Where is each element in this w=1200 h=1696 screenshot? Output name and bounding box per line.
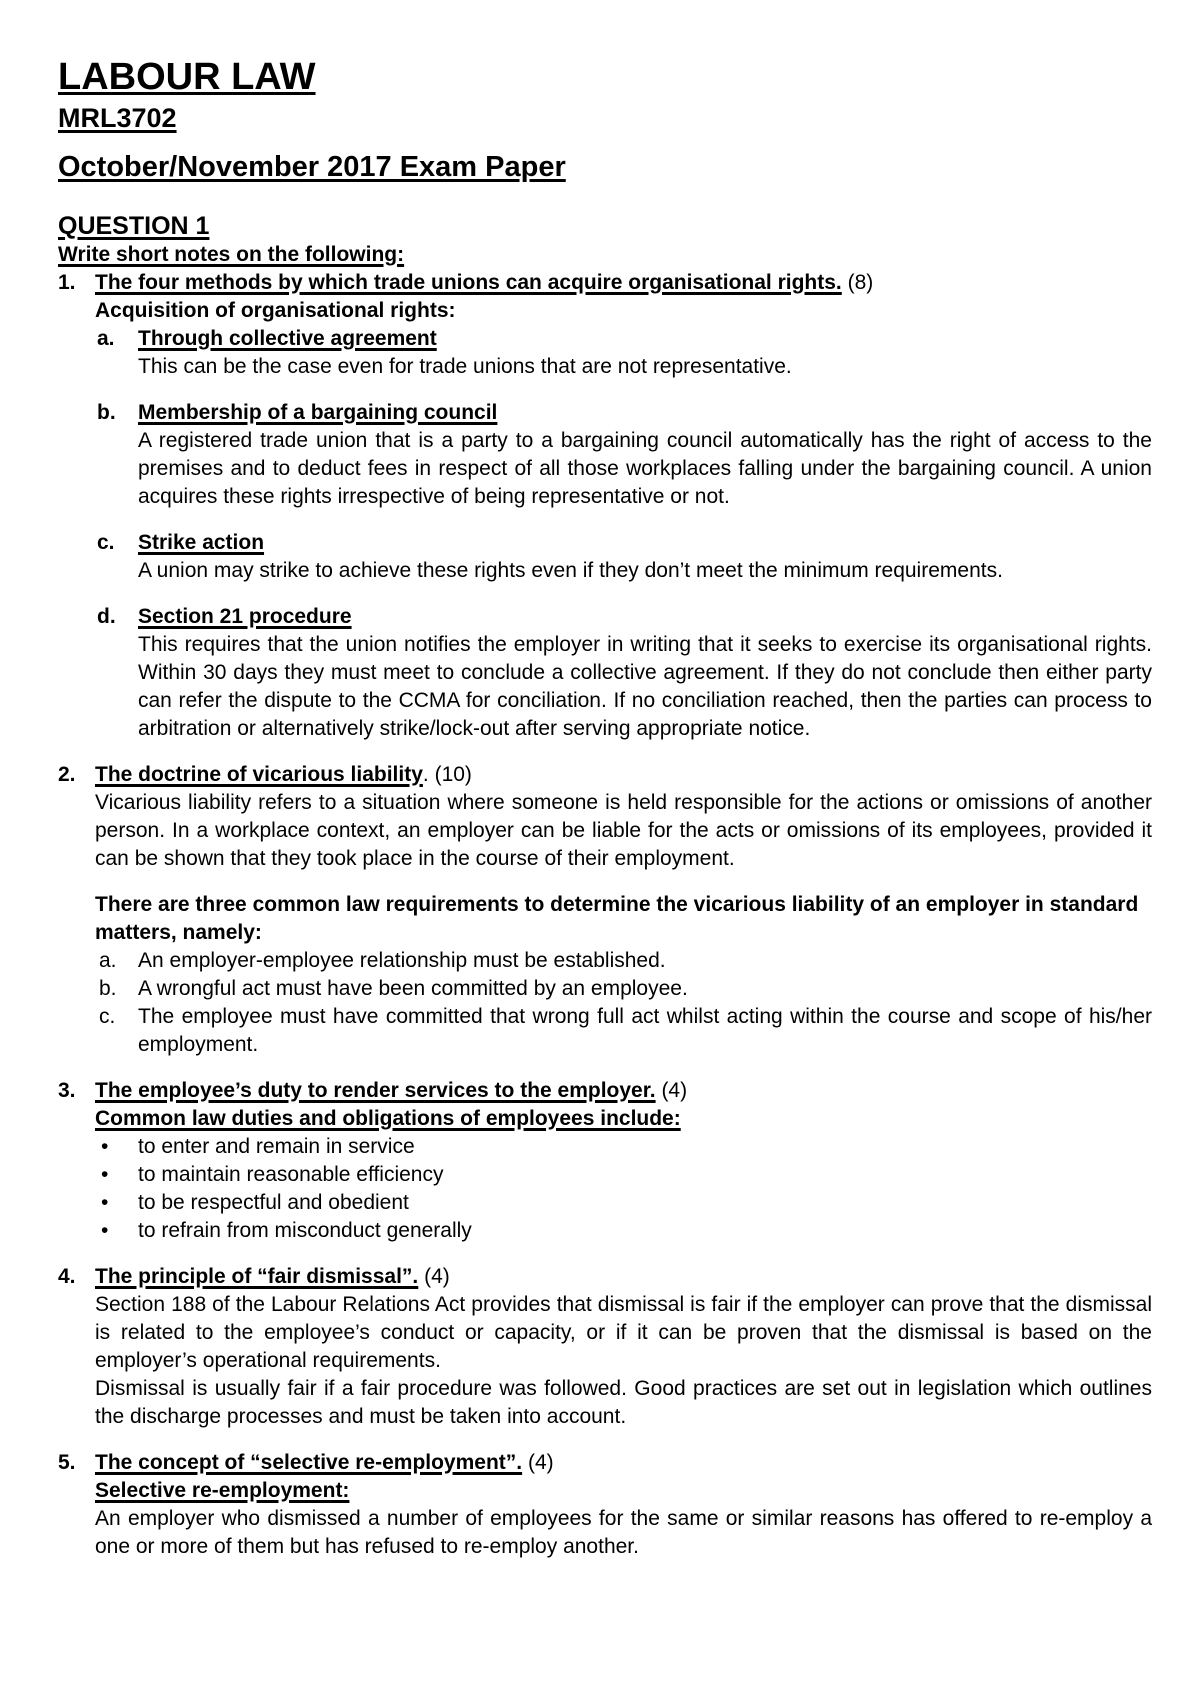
item-number: 2.: [58, 762, 76, 786]
item-4: [58, 1263, 1152, 1431]
item-subheading: Common law duties and obligations of employees include:: [95, 1106, 681, 1130]
sub-content: [138, 399, 1152, 511]
sub-item: [95, 975, 1152, 1003]
item-heading-line: [95, 1077, 1152, 1105]
bullet-item: [95, 1217, 1152, 1245]
item-heading: The concept of “selective re-employment”.: [95, 1450, 523, 1474]
item-1: [58, 269, 1152, 743]
course-code: MRL3702: [58, 102, 177, 133]
sub-text: A union may strike to achieve these rights even if they don’t meet the minimum requirements.: [138, 558, 1003, 582]
item-heading: The four methods by which trade unions can acquire organisational rights.: [95, 270, 842, 294]
item-text: Dismissal is usually fair if a fair procedure was followed. Good practices are set out in legislation which outlines the discharge processes and must be taken into account.: [95, 1376, 1152, 1428]
sub-letter: a.: [97, 326, 115, 350]
sub-title: Through collective agreement: [138, 326, 437, 350]
document-title: LABOUR LAW: [58, 56, 316, 98]
item-heading-line: [95, 1263, 1152, 1291]
sub-text: The employee must have committed that wrong full act whilst acting within the course and scope of his/her employment.: [138, 1004, 1152, 1056]
sub-letter: b.: [99, 976, 117, 1000]
sub-item: [95, 947, 1152, 975]
bullet-item: [95, 1189, 1152, 1217]
sub-text: This requires that the union notifies the employer in writing that it seeks to exercise its organisational rights. Within 30 days they must meet to conclude a collective agreement. If they do not conclude then either party can refer the dispute to the CCMA for conciliation. If no conciliation reached, then the parties can process to arbitration or alternatively strike/lock-out after serving appropriate notice.: [138, 632, 1152, 740]
item-heading-line: [95, 761, 1152, 789]
sub-text: A wrongful act must have been committed by an employee.: [138, 976, 688, 1000]
bullet-text: to be respectful and obedient: [138, 1190, 409, 1214]
instruction: Write short notes on the following:: [58, 242, 405, 266]
item-number: 4.: [58, 1264, 76, 1288]
item-marks: (4): [527, 1450, 554, 1474]
item-text: Vicarious liability refers to a situation where someone is held responsible for the actions or omissions of another person. In a workplace context, an employer can be liable for the acts or omissions of its employees, provided it can be shown that they took place in the course of their employment.: [95, 790, 1152, 870]
sub-content: [138, 325, 1152, 381]
item-heading: The principle of “fair dismissal”.: [95, 1264, 419, 1288]
bullet-icon: •: [101, 1162, 109, 1186]
sub-letter: b.: [97, 400, 116, 424]
sub-title: Section 21 procedure: [138, 604, 352, 628]
bullet-text: to maintain reasonable efficiency: [138, 1162, 444, 1186]
question-body: [58, 241, 1152, 1561]
item-3: [58, 1077, 1152, 1245]
item-number: 5.: [58, 1450, 76, 1474]
sub-content: [138, 603, 1152, 743]
sub-letter: c.: [97, 530, 115, 554]
sub-item: [95, 325, 1152, 381]
item-subheading: Acquisition of organisational rights:: [95, 298, 456, 322]
item-content: [95, 761, 1152, 1059]
item-content: [95, 269, 1152, 743]
question-heading: QUESTION 1: [58, 211, 210, 240]
sub-text: An employer-employee relationship must be established.: [138, 948, 666, 972]
bullet-icon: •: [101, 1190, 109, 1214]
item-number: 3.: [58, 1078, 76, 1102]
item-content: [95, 1263, 1152, 1431]
sub-letter: c.: [99, 1004, 116, 1028]
sub-text: This can be the case even for trade unions that are not representative.: [138, 354, 792, 378]
sub-item: [95, 529, 1152, 585]
item-subheading: Selective re-employment:: [95, 1478, 350, 1502]
item-heading: The employee’s duty to render services to the employer.: [95, 1078, 656, 1102]
bullet-icon: •: [101, 1134, 109, 1158]
item-heading-line: [95, 1449, 1152, 1477]
sub-item: [95, 603, 1152, 743]
sub-text: A registered trade union that is a party to a bargaining council automatically has the right of access to the premises and to deduct fees in respect of all those workplaces falling under the bargaining council. A union acquires these rights irrespective of being representative or not.: [138, 428, 1152, 508]
item-marks: (4): [661, 1078, 688, 1102]
item-marks: . (10): [422, 762, 472, 786]
bullet-text: to enter and remain in service: [138, 1134, 415, 1158]
bullet-item: [95, 1133, 1152, 1161]
bullet-item: [95, 1161, 1152, 1189]
item-content: [95, 1077, 1152, 1245]
exam-title: October/November 2017 Exam Paper: [58, 151, 566, 184]
item-marks: (4): [424, 1264, 450, 1288]
item-5: [58, 1449, 1152, 1561]
item-marks: (8): [847, 270, 874, 294]
sub-title: Strike action: [138, 530, 265, 554]
item-bold-text: There are three common law requirements to determine the vicarious liability of an employer in standard matters, namely:: [95, 892, 1139, 944]
item-2: [58, 761, 1152, 1059]
sub-letter: a.: [99, 948, 117, 972]
sub-letter: d.: [97, 604, 116, 628]
sub-content: [138, 529, 1152, 585]
item-content: [95, 1449, 1152, 1561]
item-heading: The doctrine of vicarious liability: [95, 762, 423, 786]
sub-item: [95, 399, 1152, 511]
bullet-icon: •: [101, 1218, 109, 1242]
item-text: An employer who dismissed a number of employees for the same or similar reasons has offered to re-employ a one or more of them but has refused to re-employ another.: [95, 1506, 1152, 1558]
item-number: 1.: [58, 270, 76, 294]
item-heading-line: [95, 269, 1152, 297]
sub-item: [95, 1003, 1152, 1059]
item-text: Section 188 of the Labour Relations Act provides that dismissal is fair if the employer can prove that the dismissal is related to the employee’s conduct or capacity, or if it can be proven that the dismissal is based on the employer’s operational requirements.: [95, 1292, 1152, 1372]
bullet-text: to refrain from misconduct generally: [138, 1218, 472, 1242]
sub-title: Membership of a bargaining council: [138, 400, 498, 424]
